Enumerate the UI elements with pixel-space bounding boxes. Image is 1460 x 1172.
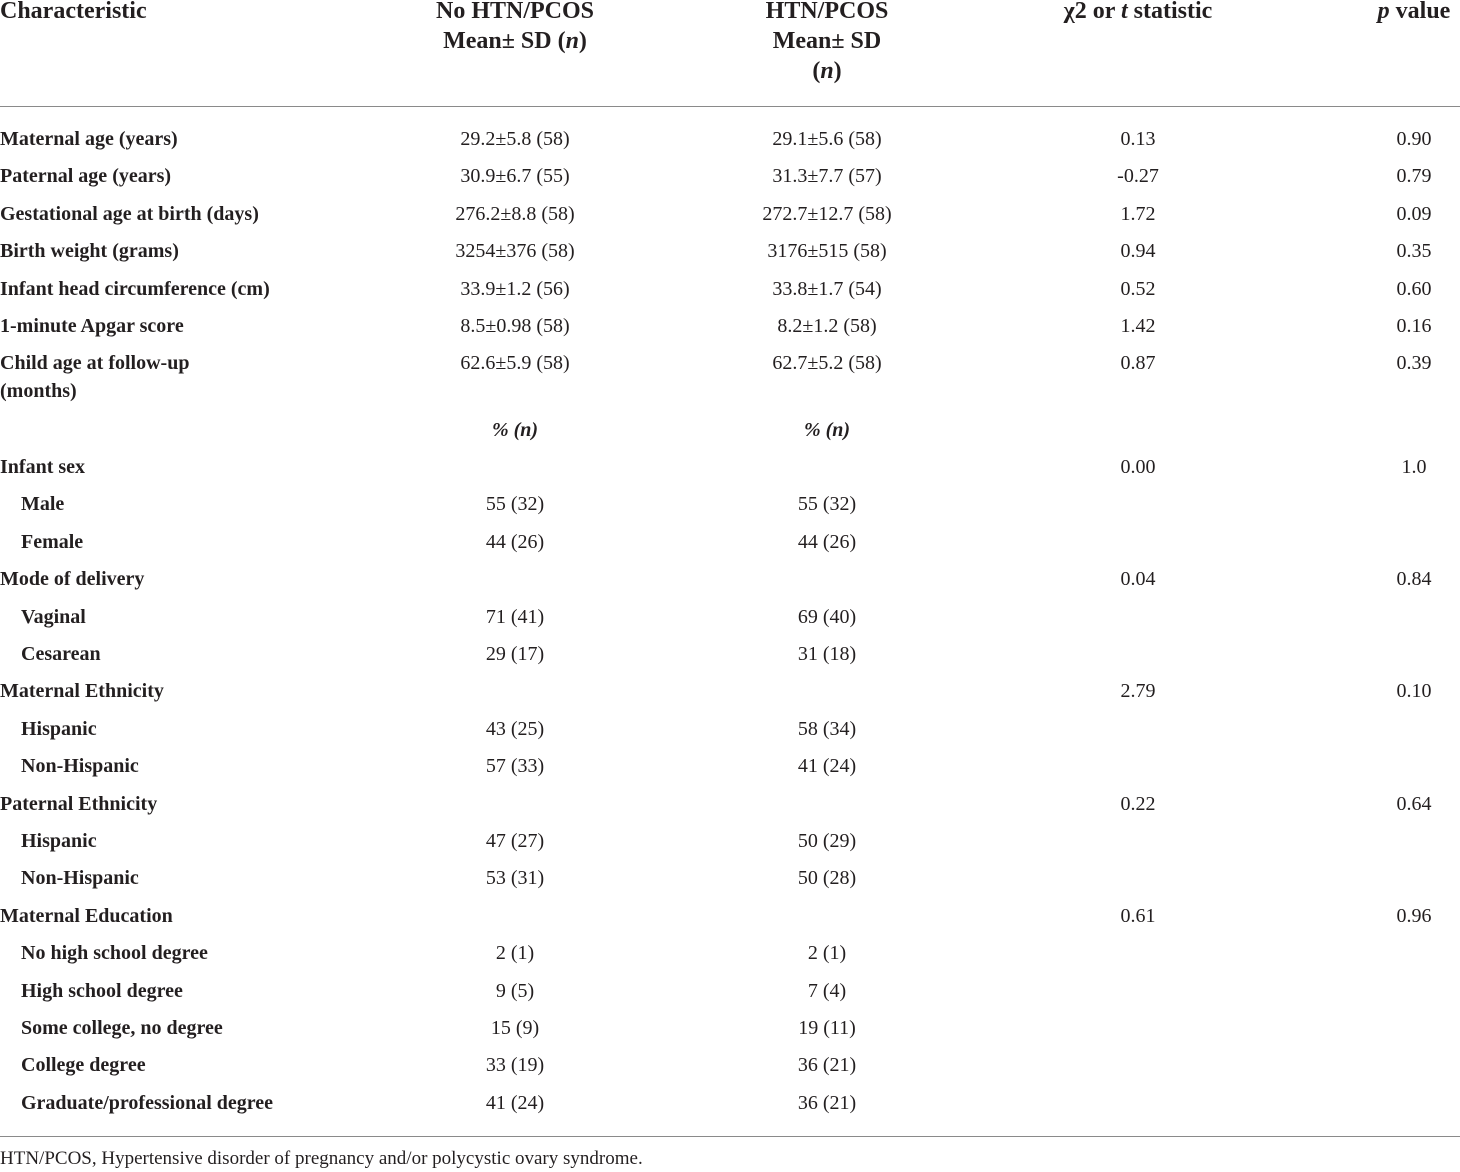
row-label: Female — [21, 530, 84, 553]
cell-no-htn: 44 (26) — [485, 530, 545, 553]
row-label: College degree — [21, 1054, 146, 1077]
table-row — [0, 677, 1460, 714]
cell-p-value: 0.10 — [1396, 680, 1432, 703]
cell-htn: 44 (26) — [797, 530, 857, 553]
percent-header-htn: % (n) — [803, 419, 851, 441]
row-label-text: Paternal age (years) — [0, 165, 172, 188]
table-row — [0, 312, 1460, 349]
row-label-text: Gestational age at birth (days) — [0, 202, 259, 225]
row-label-text: Child age at follow-up — [0, 352, 190, 375]
cell-p-value: 0.84 — [1396, 568, 1432, 591]
header-p-value — [1354, 0, 1460, 26]
table-subrow — [0, 1051, 1460, 1088]
row-label — [0, 125, 178, 153]
cell-p-value: 0.09 — [1396, 202, 1432, 225]
header-characteristic — [0, 0, 147, 26]
table-subrow — [0, 752, 1460, 789]
table-row — [0, 349, 1460, 403]
cell-statistic: 0.61 — [1120, 904, 1156, 927]
cell-p-value: 0.35 — [1396, 240, 1432, 263]
row-label-text: Maternal age (years) — [0, 128, 178, 150]
cell-no-htn: 2 (1) — [495, 942, 535, 965]
header-htn-line2: Mean± SD — [772, 28, 882, 54]
footer-rule — [0, 1136, 1460, 1137]
cell-no-htn: 57 (33) — [485, 755, 545, 778]
cell-statistic: 0.04 — [1120, 568, 1156, 591]
table-row — [0, 453, 1460, 490]
table-row — [0, 275, 1460, 312]
row-label: No high school degree — [21, 942, 208, 965]
row-label — [0, 237, 179, 265]
cell-htn: 2 (1) — [807, 942, 847, 965]
row-label: Mode of delivery — [0, 568, 145, 591]
cell-no-htn: 8.5±0.98 (58) — [460, 315, 570, 337]
cell-htn: 8.2±1.2 (58) — [777, 315, 877, 337]
table-subrow — [0, 827, 1460, 864]
cell-no-htn: 41 (24) — [485, 1091, 545, 1114]
cell-htn: 272.7±12.7 (58) — [762, 202, 892, 225]
cell-p-value: 0.96 — [1396, 904, 1432, 927]
cell-no-htn: 30.9±6.7 (55) — [460, 165, 570, 188]
cell-no-htn: 62.6±5.9 (58) — [460, 352, 570, 375]
cell-statistic: -0.27 — [1117, 165, 1159, 188]
header-statistic — [1028, 0, 1248, 26]
cell-htn: 3176±515 (58) — [767, 240, 887, 263]
cell-no-htn: 29.2±5.8 (58) — [460, 128, 570, 150]
table-row — [0, 902, 1460, 939]
header-rule — [0, 106, 1460, 107]
percent-header-row — [0, 416, 1460, 453]
table-subrow — [0, 715, 1460, 752]
row-label: Cesarean — [21, 643, 101, 665]
cell-no-htn: 53 (31) — [485, 867, 545, 890]
header-htn-line3: (n) — [812, 58, 842, 84]
row-label: Non-Hispanic — [21, 755, 139, 778]
row-label: Infant sex — [0, 456, 86, 478]
cell-htn: 36 (21) — [797, 1091, 857, 1114]
header-htn — [717, 0, 937, 86]
row-label: Vaginal — [21, 605, 86, 628]
cell-htn: 19 (11) — [798, 1017, 856, 1039]
row-label — [0, 312, 184, 340]
cell-p-value: 0.39 — [1396, 352, 1432, 375]
table-subrow — [0, 640, 1460, 677]
row-label — [0, 200, 259, 228]
header-htn-line1: HTN/PCOS — [765, 0, 889, 24]
cell-statistic: 1.42 — [1120, 315, 1156, 337]
cell-statistic: 0.22 — [1120, 792, 1156, 815]
row-label: Maternal Ethnicity — [0, 680, 164, 703]
footnote: HTN/PCOS, Hypertensive disorder of pregnancy and/or polycystic ovary syndrome. — [0, 1148, 643, 1169]
table-subrow — [0, 864, 1460, 901]
cell-no-htn: 3254±376 (58) — [455, 240, 575, 263]
row-label: Hispanic — [21, 830, 97, 852]
cell-no-htn: 15 (9) — [490, 1017, 540, 1039]
cell-htn: 41 (24) — [797, 755, 857, 778]
cell-statistic: 0.87 — [1120, 352, 1156, 375]
cell-htn: 55 (32) — [797, 493, 857, 516]
cell-no-htn: 29 (17) — [485, 643, 545, 665]
cell-htn: 31 (18) — [797, 643, 857, 665]
row-label-text: Infant head circumference (cm) — [0, 277, 270, 300]
header-no-htn-line2: Mean± SD (n) — [443, 28, 587, 54]
cell-no-htn: 55 (32) — [485, 493, 545, 516]
cell-no-htn: 33.9±1.2 (56) — [460, 277, 570, 300]
row-label: Hispanic — [21, 717, 97, 740]
row-label: Paternal Ethnicity — [0, 792, 158, 815]
table-row — [0, 237, 1460, 274]
cell-p-value: 1.0 — [1401, 456, 1427, 478]
table-header — [0, 0, 1460, 106]
table-subrow — [0, 528, 1460, 565]
cell-p-value: 0.90 — [1396, 128, 1432, 150]
table-subrow — [0, 977, 1460, 1014]
cell-htn: 7 (4) — [807, 979, 847, 1002]
table-subrow — [0, 603, 1460, 640]
cell-p-value: 0.79 — [1396, 165, 1432, 188]
cell-statistic: 0.94 — [1120, 240, 1156, 263]
cell-htn: 58 (34) — [797, 717, 857, 740]
cell-htn: 50 (28) — [797, 867, 857, 890]
cell-no-htn: 43 (25) — [485, 717, 545, 740]
row-label — [0, 275, 270, 303]
cell-htn: 36 (21) — [797, 1054, 857, 1077]
row-label — [0, 162, 171, 190]
table-subrow — [0, 1014, 1460, 1051]
header-characteristic-text: Characteristic — [0, 0, 147, 24]
table-row — [0, 162, 1460, 199]
row-label-text: Birth weight (grams) — [0, 240, 179, 263]
cell-htn: 50 (29) — [797, 830, 857, 852]
table-row — [0, 790, 1460, 827]
row-label — [0, 349, 189, 405]
cell-htn: 29.1±5.6 (58) — [772, 128, 882, 150]
cell-statistic: 1.72 — [1120, 202, 1156, 225]
row-label: Maternal Education — [0, 904, 173, 927]
table-subrow — [0, 1089, 1460, 1126]
percent-header-no-htn: % (n) — [491, 419, 539, 441]
cell-p-value: 0.64 — [1396, 792, 1432, 815]
table-subrow — [0, 490, 1460, 527]
cell-htn: 31.3±7.7 (57) — [772, 165, 882, 188]
header-p-value-text: p value — [1377, 0, 1451, 24]
table-row — [0, 200, 1460, 237]
cell-no-htn: 276.2±8.8 (58) — [455, 202, 575, 225]
cell-statistic: 0.13 — [1120, 128, 1156, 150]
cell-statistic: 0.52 — [1120, 277, 1156, 300]
cell-no-htn: 9 (5) — [495, 979, 535, 1002]
header-statistic-text: χ2 or t statistic — [1063, 0, 1213, 24]
row-label-text-line2: (months) — [0, 380, 77, 403]
cell-statistic: 0.00 — [1120, 456, 1156, 478]
row-label: High school degree — [21, 979, 183, 1002]
cell-htn: 62.7±5.2 (58) — [772, 352, 882, 375]
cell-statistic: 2.79 — [1120, 680, 1156, 703]
cell-p-value: 0.16 — [1396, 315, 1432, 337]
table-row — [0, 565, 1460, 602]
cell-htn: 33.8±1.7 (54) — [772, 277, 882, 300]
table-subrow — [0, 939, 1460, 976]
cell-no-htn: 71 (41) — [485, 605, 545, 628]
cell-no-htn: 47 (27) — [485, 830, 545, 852]
header-no-htn-line1: No HTN/PCOS — [435, 0, 594, 24]
cell-no-htn: 33 (19) — [485, 1054, 545, 1077]
table-row — [0, 125, 1460, 162]
row-label: Male — [21, 493, 65, 516]
row-label: Non-Hispanic — [21, 867, 139, 890]
row-label-text: 1-minute Apgar score — [0, 315, 184, 337]
cell-p-value: 0.60 — [1396, 277, 1432, 300]
row-label: Graduate/professional degree — [21, 1091, 274, 1114]
cell-htn: 69 (40) — [797, 605, 857, 628]
row-label: Some college, no degree — [21, 1017, 223, 1039]
header-no-htn — [405, 0, 625, 56]
